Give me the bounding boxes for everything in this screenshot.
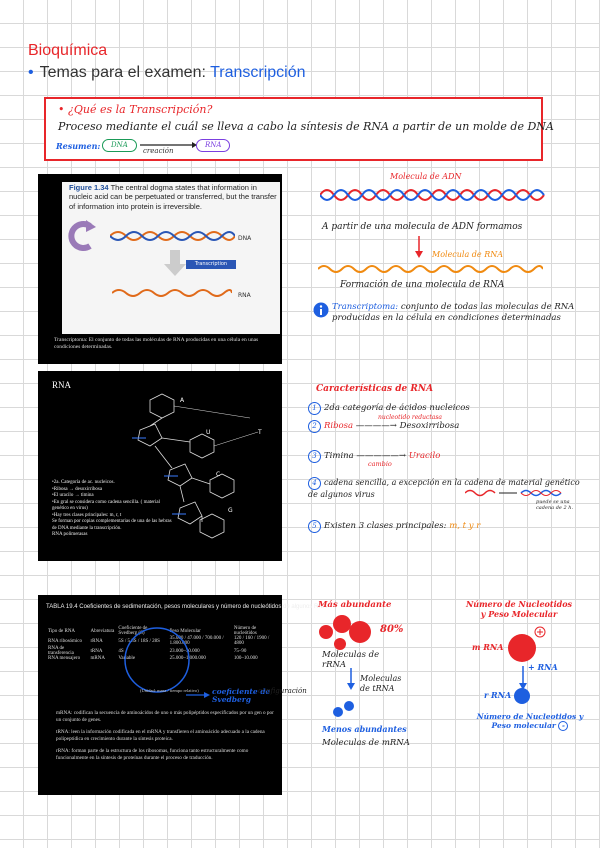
formation-text: Formación de una molecula de RNA <box>340 280 505 290</box>
trna-circles <box>332 698 356 718</box>
base-label-t: T <box>258 429 262 436</box>
adn-title: Molecula de ADN <box>390 172 462 181</box>
replication-arrow-icon <box>66 220 96 252</box>
down-arrow-icon <box>414 236 424 258</box>
table-title: TABLA 19.4 Coeficientes de sedimentación, pesos moleculares y número de nucleótidos de algunos RNA <box>46 604 327 610</box>
bullet: • <box>28 64 34 81</box>
down-arrow-icon <box>346 668 356 690</box>
mrna-molecules: Moleculas de mRNA <box>322 738 410 748</box>
rna-strand-icon <box>112 286 232 300</box>
char-item-2-mid: nucleotido reductasa <box>378 414 442 421</box>
highlight-circle <box>122 625 192 695</box>
char-item-5: 5 Existen 3 clases principales: m, t y r <box>308 520 480 533</box>
rna-mol-label: Molecula de RNA <box>432 250 504 259</box>
topics-line <box>28 64 306 82</box>
dna-label: DNA <box>238 235 252 242</box>
transcriptoma-note: Transcriptoma: conjunto de todas las moleculas de RNA producidas en la célula en condiciones determinadas <box>332 302 575 324</box>
info-icon <box>313 302 329 318</box>
table-row: RNA mensajero mRNA Variable 25.000–1.000.000 100–10.000 <box>48 656 258 661</box>
char-item-4: 4 cadena sencilla, a excepción en la cadena de material genético de algunos virus <box>308 478 580 499</box>
transcription-label: Transcription <box>186 260 236 269</box>
from-text: A partir de una molecula de ADN formamos <box>322 222 523 232</box>
figure-caption: Figure 1.34 The central dogma states that information in nucleic acid can be perpetuated or transferred, but the transfer of information into protein is irreversible. <box>69 183 277 211</box>
char-item-3-mid: cambio <box>368 460 392 468</box>
creation-label: creación <box>143 147 174 155</box>
arrow-icon <box>186 690 210 700</box>
virus-strand-icon <box>465 488 565 498</box>
down-arrow-icon <box>164 250 186 276</box>
config-note: configuración <box>258 687 307 695</box>
rna-slide-list: •2a. Categoría de ac. nucleicos. •Ribosa → desoxirribosa •El uracilo → timina •En gral se considera como cadena sencilla. ( material genético en virus) •Hay tres clases principales: m, r, t Se forman por copias complementarias de una de las hebras de DNA mediante la transcripción. RNA polimerasas <box>52 480 172 537</box>
mrna-label: m RNA <box>472 642 504 652</box>
topic-name: Transcripción <box>210 64 306 81</box>
rna-wave-icon <box>318 262 543 276</box>
question-text: Proceso mediante el cuál se lleva a cabo la síntesis de RNA a partir de un molde de DNA <box>58 120 554 133</box>
rna-label: RNA <box>238 292 251 299</box>
rrna-circle <box>512 686 532 706</box>
dna-helix-icon <box>110 226 235 246</box>
base-label-u: U <box>206 429 211 436</box>
trna-molecules: Moleculas de tRNA <box>360 674 402 693</box>
most-abundant: Más abundante <box>318 600 392 610</box>
adn-helix-icon <box>320 184 546 206</box>
rna-pill: RNA <box>196 139 230 152</box>
base-label-c: C <box>216 471 221 478</box>
nucleotides-title: Número de Nucleotidos y Peso Molecular <box>465 599 573 619</box>
rna-types-text: mRNA: codifican la secuencia de aminoácidos de uno o más polipéptidos especificados por un gen o por un conjunto de genes. tRNA: leen la información codificada en el mRNA y transfieren el aminoácido adecuado a la cadena polipeptídica en crecimiento durante la síntesis proteica. rRNA: forman parte de la estructura de los ribosomas, funciona tanto estructuralmente como funcionalmente en la síntesis de proteínas durante el proceso de traducción. <box>56 710 274 762</box>
char-item-1: 1 2da categoría de ácidos nucleicos <box>308 402 470 415</box>
question-title: • ¿Qué es la Transcripción? <box>58 103 213 116</box>
char-item-4-note: puede se una cadena de 2 h. <box>536 499 574 511</box>
rna-slide-title: RNA <box>52 380 72 390</box>
percent-80: 80% <box>380 624 404 635</box>
table-header-row: Tipo de RNA Abreviatura Coeficiente de Svedberg (S) Peso Molecular Número de nucleótidos <box>48 626 257 636</box>
plus-rna-label: + RNA <box>528 662 558 672</box>
transcriptoma-caption: Transcriptoma: El conjunto de todas las moléculas de RNA producidas en una célula en unas condiciones determinadas. <box>54 337 259 351</box>
char-item-2: 2 Ribosa ————→ Desoxirribosa <box>308 420 459 433</box>
char-item-3: 3 Timina —————→ Uracilo <box>308 450 440 463</box>
rrna-label: r RNA <box>484 690 512 700</box>
topics-label: Temas para el examen: <box>39 64 206 81</box>
base-label-g: G <box>228 507 233 514</box>
dna-pill: DNA <box>102 139 137 152</box>
rrna-circles <box>318 614 378 654</box>
svedberg-note: coeficiente de Svedberg <box>212 687 271 705</box>
table-row: RNA de transferencia tRNA 4S 23.000–30.000 75–90 <box>48 646 247 656</box>
base-label-a: A <box>180 397 185 404</box>
table-note: (Unidad: masa / tiempo relativo) <box>140 688 199 693</box>
nucleotides-bottom: Número de Nucleotidos y Peso molecular - <box>476 712 584 730</box>
rrna-molecules: Moleculas de rRNA <box>322 650 380 671</box>
less-abundant: Menos abundantes <box>322 724 407 734</box>
page-title: Bioquímica <box>28 42 108 59</box>
table-row: RNA ribosómico rRNA 5S / 5.8S / 18S / 28S 35.000 / 47.000 / 700.000 / 1.800.000 120 / 160 / 1900 / 4800 <box>48 636 270 646</box>
characteristics-title: Características de RNA <box>316 384 434 394</box>
summary-label: Resumen: <box>56 141 101 151</box>
